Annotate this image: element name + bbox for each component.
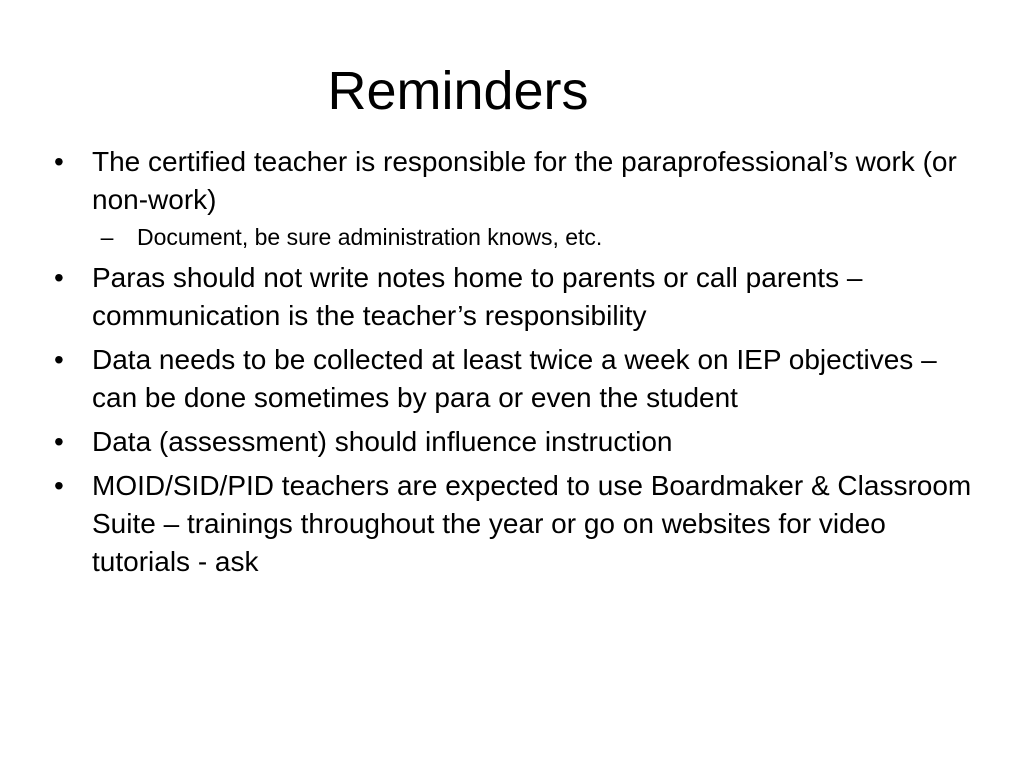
bullet-text: MOID/SID/PID teachers are expected to use Boardmaker & Classroom Suite – trainings throughout the year or go on websites for video tutorials - ask [92, 470, 972, 577]
bullet-item [52, 423, 972, 461]
bullet-dot-icon: • [54, 470, 64, 501]
bullet-item [52, 259, 972, 335]
sub-bullet-text: Document, be sure administration knows, etc. [137, 224, 603, 250]
slide-title: Reminders [327, 61, 589, 121]
bullet-list [52, 143, 972, 587]
bullet-dot-icon: • [54, 426, 64, 457]
bullet-text: Data needs to be collected at least twice a week on IEP objectives – can be done sometimes by para or even the student [92, 344, 937, 413]
sub-bullet-item [92, 221, 972, 253]
bullet-dot-icon: • [54, 344, 64, 375]
bullet-text: The certified teacher is responsible for the paraprofessional’s work (or non-work) [92, 146, 957, 215]
sub-bullet-dash-icon: – [100, 224, 114, 250]
bullet-dot-icon: • [54, 146, 64, 177]
bullet-item [52, 341, 972, 417]
bullet-text: Paras should not write notes home to parents or call parents – communication is the teacher’s responsibility [92, 262, 863, 331]
bullet-item [52, 143, 972, 253]
sub-bullet-list [92, 221, 972, 253]
bullet-text: Data (assessment) should influence instruction [92, 426, 673, 457]
bullet-dot-icon: • [54, 262, 64, 293]
bullet-item [52, 467, 972, 581]
